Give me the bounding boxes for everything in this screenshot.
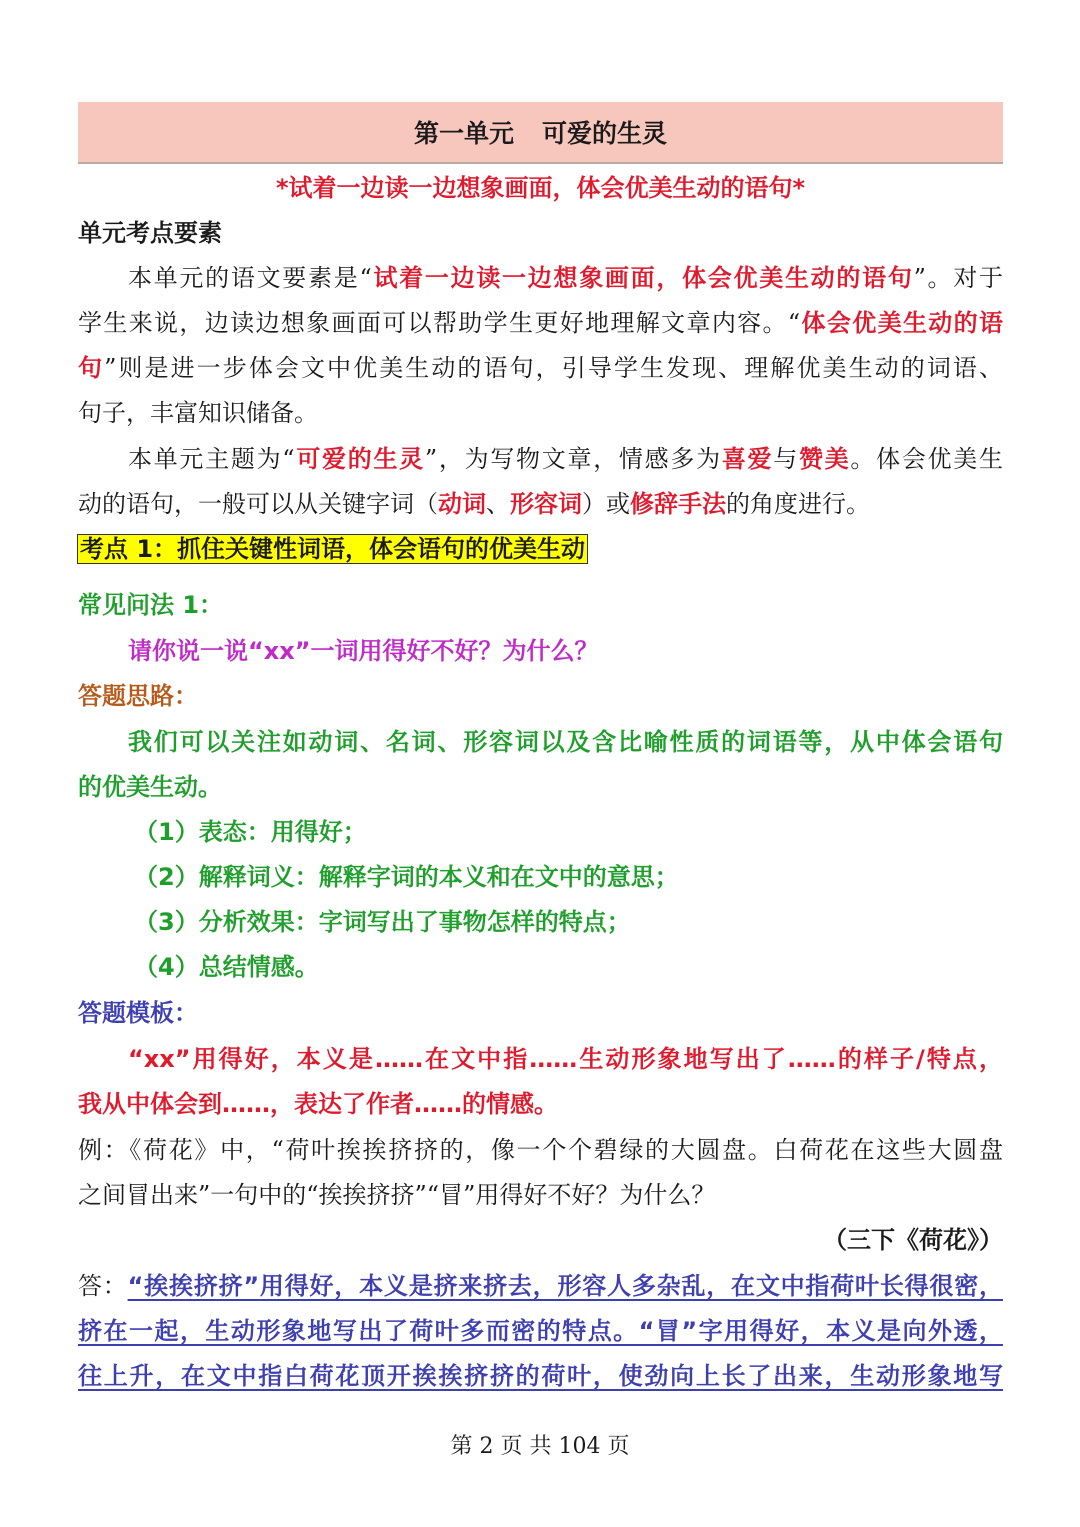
para2-line1: 本单元主题为“可爱的生灵”，为写物文章，情感多为喜爱与赞美。体会优美生 bbox=[128, 445, 1003, 473]
answer-line3: 往上升，在文中指白荷花顶开挨挨挤挤的荷叶，使劲向上长了出来，生动形象地写 bbox=[78, 1362, 1003, 1390]
unit-subtitle: *试着一边读一边想象画面，体会优美生动的语句* bbox=[275, 174, 806, 202]
para1-line4: 句子，丰富知识储备。 bbox=[78, 399, 318, 427]
muban-heading: 答题模板： bbox=[78, 999, 198, 1027]
silu-step-2: （2）解释词义：解释字词的本义和在文中的意思； bbox=[134, 863, 679, 891]
unit-number: 第一单元 bbox=[413, 119, 514, 148]
silu-line2: 的优美生动。 bbox=[78, 773, 222, 801]
silu-heading: 答题思路： bbox=[78, 682, 198, 710]
silu-line1: 我们可以关注如动词、名词、形容词以及含比喻性质的词语等，从中体会语句 bbox=[128, 728, 1003, 756]
kaodian-heading: 考点 1：抓住关键性词语，体会语句的优美生动 bbox=[80, 535, 586, 563]
muban-line1: “xx”用得好，本义是……在文中指……生动形象地写出了……的样子/特点， bbox=[128, 1045, 1003, 1073]
para1-line3: 句”则是进一步体会文中优美生动的语句，引导学生发现、理解优美生动的词语、 bbox=[78, 354, 1003, 382]
para1-line1: 本单元的语文要素是“试着一边读一边想象画面，体会优美生动的语句”。对于 bbox=[128, 264, 1003, 292]
page-footer: 第 2 页 共 104 页 bbox=[450, 1434, 630, 1459]
unit-name: 可爱的生灵 bbox=[542, 119, 668, 148]
para1-line2: 学生来说，边读边想象画面可以帮助学生更好地理解文章内容。“体会优美生动的语 bbox=[78, 309, 1003, 337]
wenfa-heading: 常见问法 1： bbox=[78, 591, 224, 619]
example-source: （三下《荷花》） bbox=[823, 1226, 1003, 1254]
example-line2: 之间冒出来”一句中的“挨挨挤挤”“冒”用得好不好？为什么？ bbox=[78, 1181, 716, 1209]
answer-line2: 挤在一起，生动形象地写出了荷叶多而密的特点。“冒”字用得好，本义是向外透， bbox=[78, 1317, 1003, 1345]
answer-line1: 答：“挨挨挤挤”用得好，本义是挤来挤去，形容人多杂乱，在文中指荷叶长得很密， bbox=[78, 1272, 1003, 1300]
muban-line2: 我从中体会到……，表达了作者……的情感。 bbox=[78, 1090, 558, 1118]
para2-line2: 动的语句，一般可以从关键字词（动词、形容词）或修辞手法的角度进行。 bbox=[78, 490, 870, 518]
section-heading: 单元考点要素 bbox=[78, 219, 222, 247]
silu-step-4: （4）总结情感。 bbox=[134, 953, 319, 981]
unit-title-bar bbox=[78, 102, 1003, 164]
question-line: 请你说一说“xx”一词用得好不好？为什么？ bbox=[128, 637, 599, 665]
silu-step-3: （3）分析效果：字词写出了事物怎样的特点； bbox=[134, 908, 631, 936]
example-line1: 例：《荷花》中，“荷叶挨挨挤挤的，像一个个碧绿的大圆盘。白荷花在这些大圆盘 bbox=[78, 1136, 1003, 1164]
silu-step-1: （1）表态：用得好； bbox=[134, 818, 367, 846]
